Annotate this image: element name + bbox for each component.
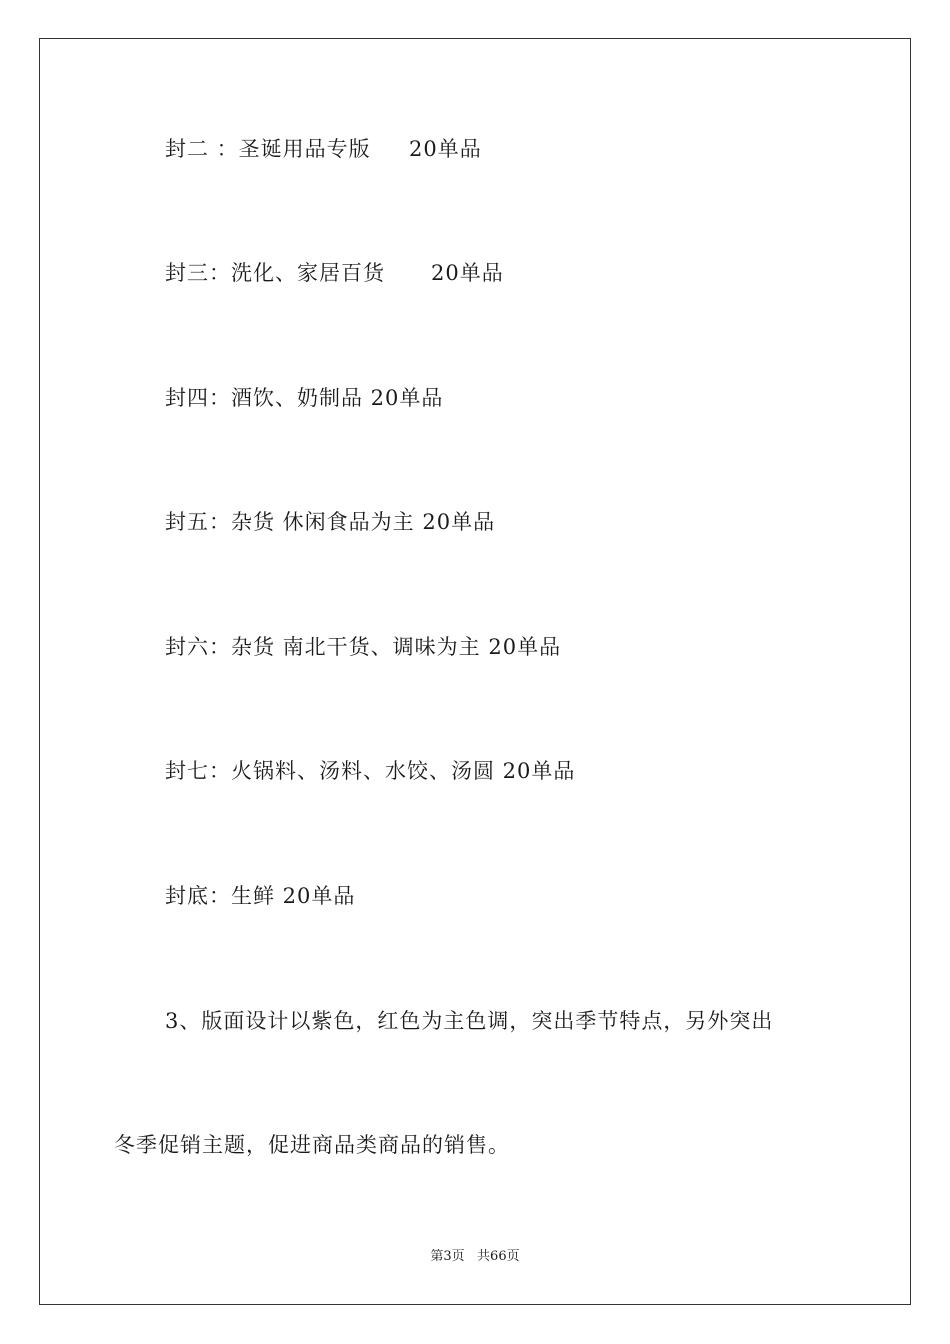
page-footer: 第3页 共66页 bbox=[430, 1249, 520, 1264]
back-cover-line: 封底：生鲜 20单品 bbox=[165, 884, 356, 908]
cover-5-line: 封五：杂货 休闲食品为主 20单品 bbox=[165, 510, 496, 534]
design-paragraph-line-2: 冬季促销主题，促进商品类商品的销售。 bbox=[114, 1133, 510, 1157]
cover-4-line: 封四：酒饮、奶制品 20单品 bbox=[165, 386, 444, 410]
cover-7-line: 封七：火锅料、汤料、水饺、汤圆 20单品 bbox=[165, 759, 576, 783]
design-paragraph-line-1: 3、版面设计以紫色，红色为主色调，突出季节特点，另外突出 bbox=[165, 1009, 774, 1033]
cover-3-line: 封三：洗化、家居百货 20单品 bbox=[165, 261, 504, 285]
cover-6-line: 封六：杂货 南北干货、调味为主 20单品 bbox=[165, 635, 562, 659]
cover-2-line: 封二 ：圣诞用品专版 20单品 bbox=[165, 137, 482, 161]
page-border bbox=[39, 38, 911, 1305]
